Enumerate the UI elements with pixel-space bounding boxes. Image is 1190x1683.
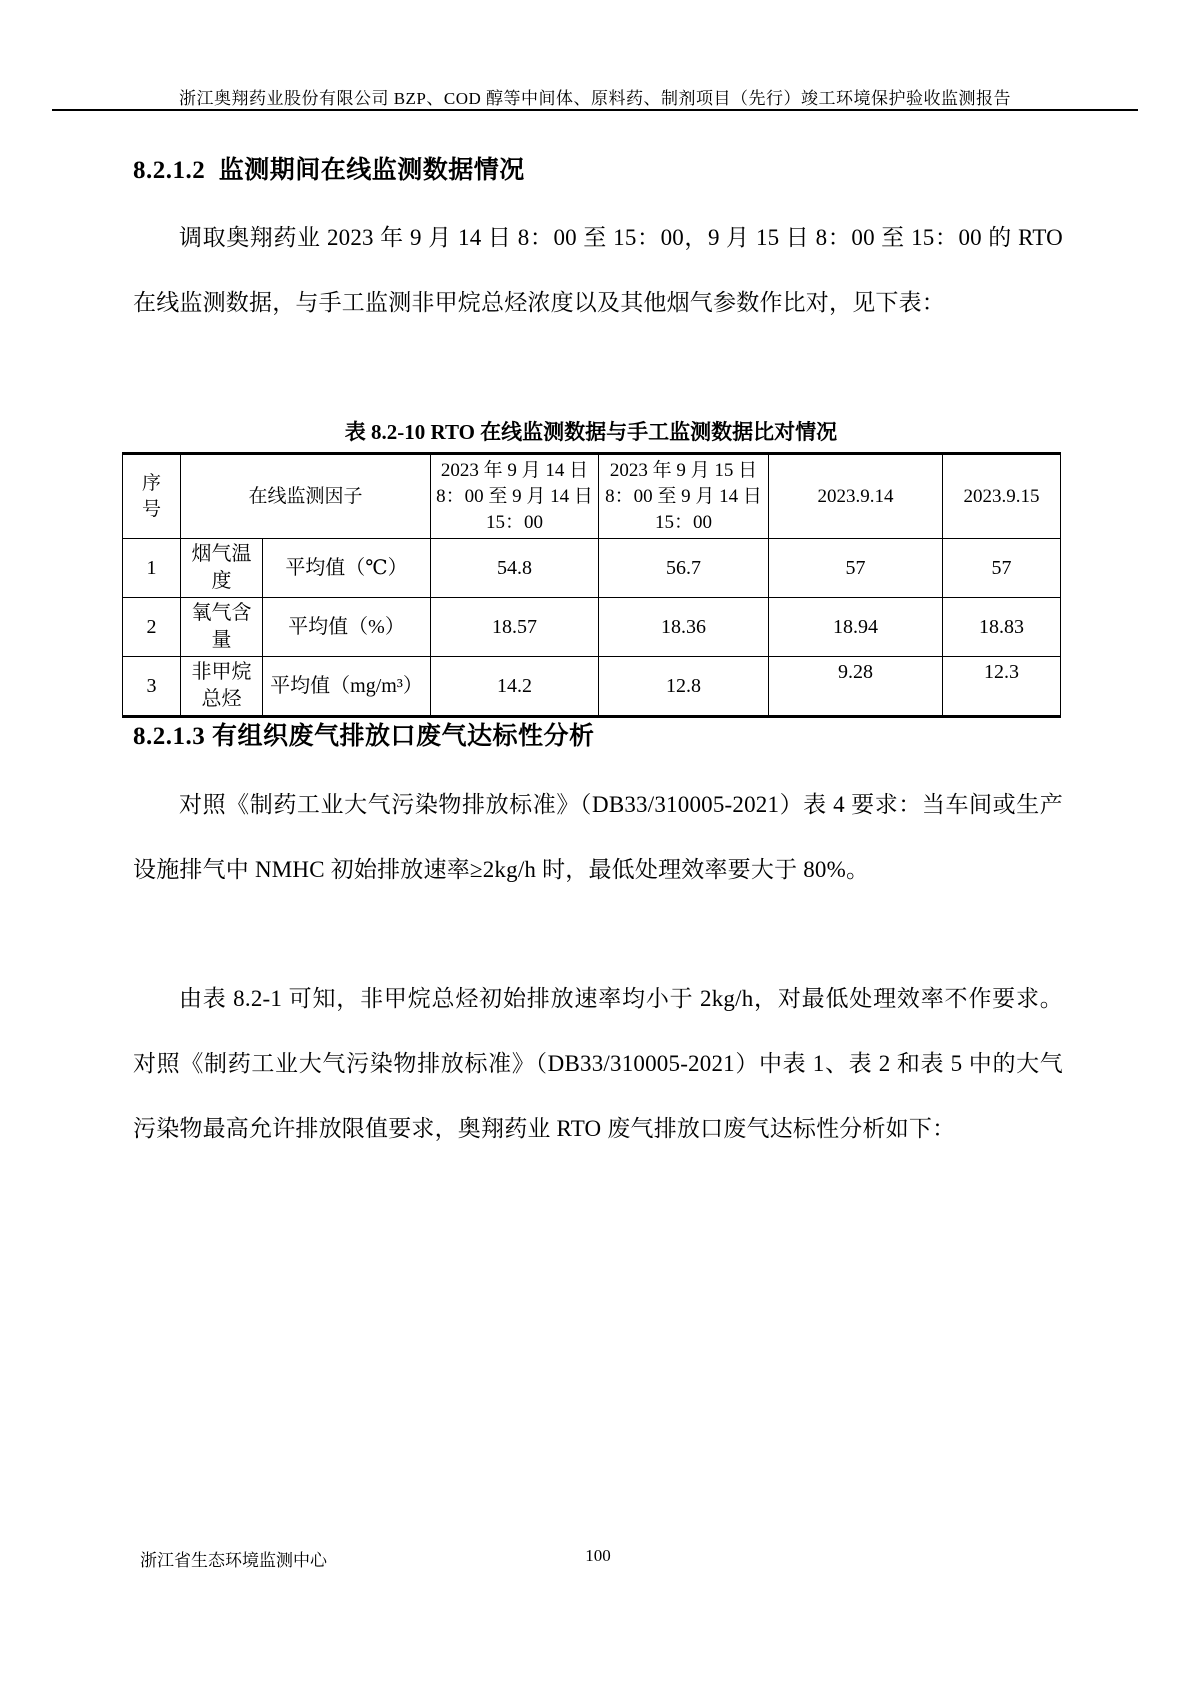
cell-value: 14.2 <box>431 657 599 717</box>
cell-factor: 氧气含量 <box>181 598 263 657</box>
section-8213-paragraph-2: 由表 8.2-1 可知，非甲烷总烃初始排放速率均小于 2kg/h，对最低处理效率不作要求。对照《制药工业大气污染物排放标准》（DB33/310005-2021）中表 1、表 2 和表 5 中的大气污染物最高允许排放限值要求，奥翔药业 RTO 废气排放口废气达标性分析如下： <box>133 986 1063 1141</box>
table-row <box>123 598 1061 657</box>
cell-no: 3 <box>123 657 181 717</box>
cell-stat: 平均值（℃） <box>263 539 431 598</box>
cell-value: 18.36 <box>599 598 769 657</box>
section-8213-paragraph-1: 对照《制药工业大气污染物排放标准》（DB33/310005-2021）表 4 要求：当车间或生产设施排气中 NMHC 初始排放速率≥2kg/h 时，最低处理效率要大于 80%。 <box>133 792 1063 882</box>
section-heading-8213: 8.2.1.3 有组织废气排放口废气达标性分析 <box>133 723 595 750</box>
section-8212-paragraph: 调取奥翔药业 2023 年 9 月 14 日 8：00 至 15：00，9 月 15 日 8：00 至 15：00 的 RTO 在线监测数据，与手工监测非甲烷总烃浓度以及其他烟气参数作比对，见下表： <box>133 225 1063 315</box>
footer-page-number: 100 <box>585 1546 611 1565</box>
header-factor: 在线监测因子 <box>181 454 431 539</box>
table-row <box>123 657 1061 717</box>
cell-value: 57 <box>769 539 943 598</box>
cell-value: 9.28 <box>769 657 943 717</box>
comparison-table <box>122 452 1061 718</box>
cell-factor: 非甲烷总烃 <box>181 657 263 717</box>
cell-value: 18.83 <box>943 598 1061 657</box>
cell-value: 57 <box>943 539 1061 598</box>
header-period2: 2023 年 9 月 15 日 8：00 至 9 月 14 日 15：00 <box>599 454 769 539</box>
cell-value: 12.8 <box>599 657 769 717</box>
table-caption: 表 8.2-10 RTO 在线监测数据与手工监测数据比对情况 <box>344 420 838 444</box>
cell-stat: 平均值（mg/m³） <box>263 657 431 717</box>
table-row <box>123 539 1061 598</box>
cell-value: 18.94 <box>769 598 943 657</box>
header-period1: 2023 年 9 月 14 日 8：00 至 9 月 14 日 15：00 <box>431 454 599 539</box>
header-date1: 2023.9.14 <box>769 454 943 539</box>
table-header-row <box>123 454 1061 539</box>
running-header: 浙江奥翔药业股份有限公司 BZP、COD 醇等中间体、原料药、制剂项目（先行）竣工环境保护验收监测报告 <box>178 89 1012 108</box>
section-heading-8212: 8.2.1.2 监测期间在线监测数据情况 <box>133 157 525 184</box>
cell-stat: 平均值（%） <box>263 598 431 657</box>
cell-value: 18.57 <box>431 598 599 657</box>
cell-value: 12.3 <box>943 657 1061 717</box>
header-date2: 2023.9.15 <box>943 454 1061 539</box>
header-index: 序号 <box>123 454 181 539</box>
header-rule <box>52 109 1138 111</box>
cell-value: 56.7 <box>599 539 769 598</box>
footer-organization: 浙江省生态环境监测中心 <box>140 1551 327 1570</box>
cell-value: 54.8 <box>431 539 599 598</box>
cell-factor: 烟气温度 <box>181 539 263 598</box>
cell-no: 2 <box>123 598 181 657</box>
cell-no: 1 <box>123 539 181 598</box>
